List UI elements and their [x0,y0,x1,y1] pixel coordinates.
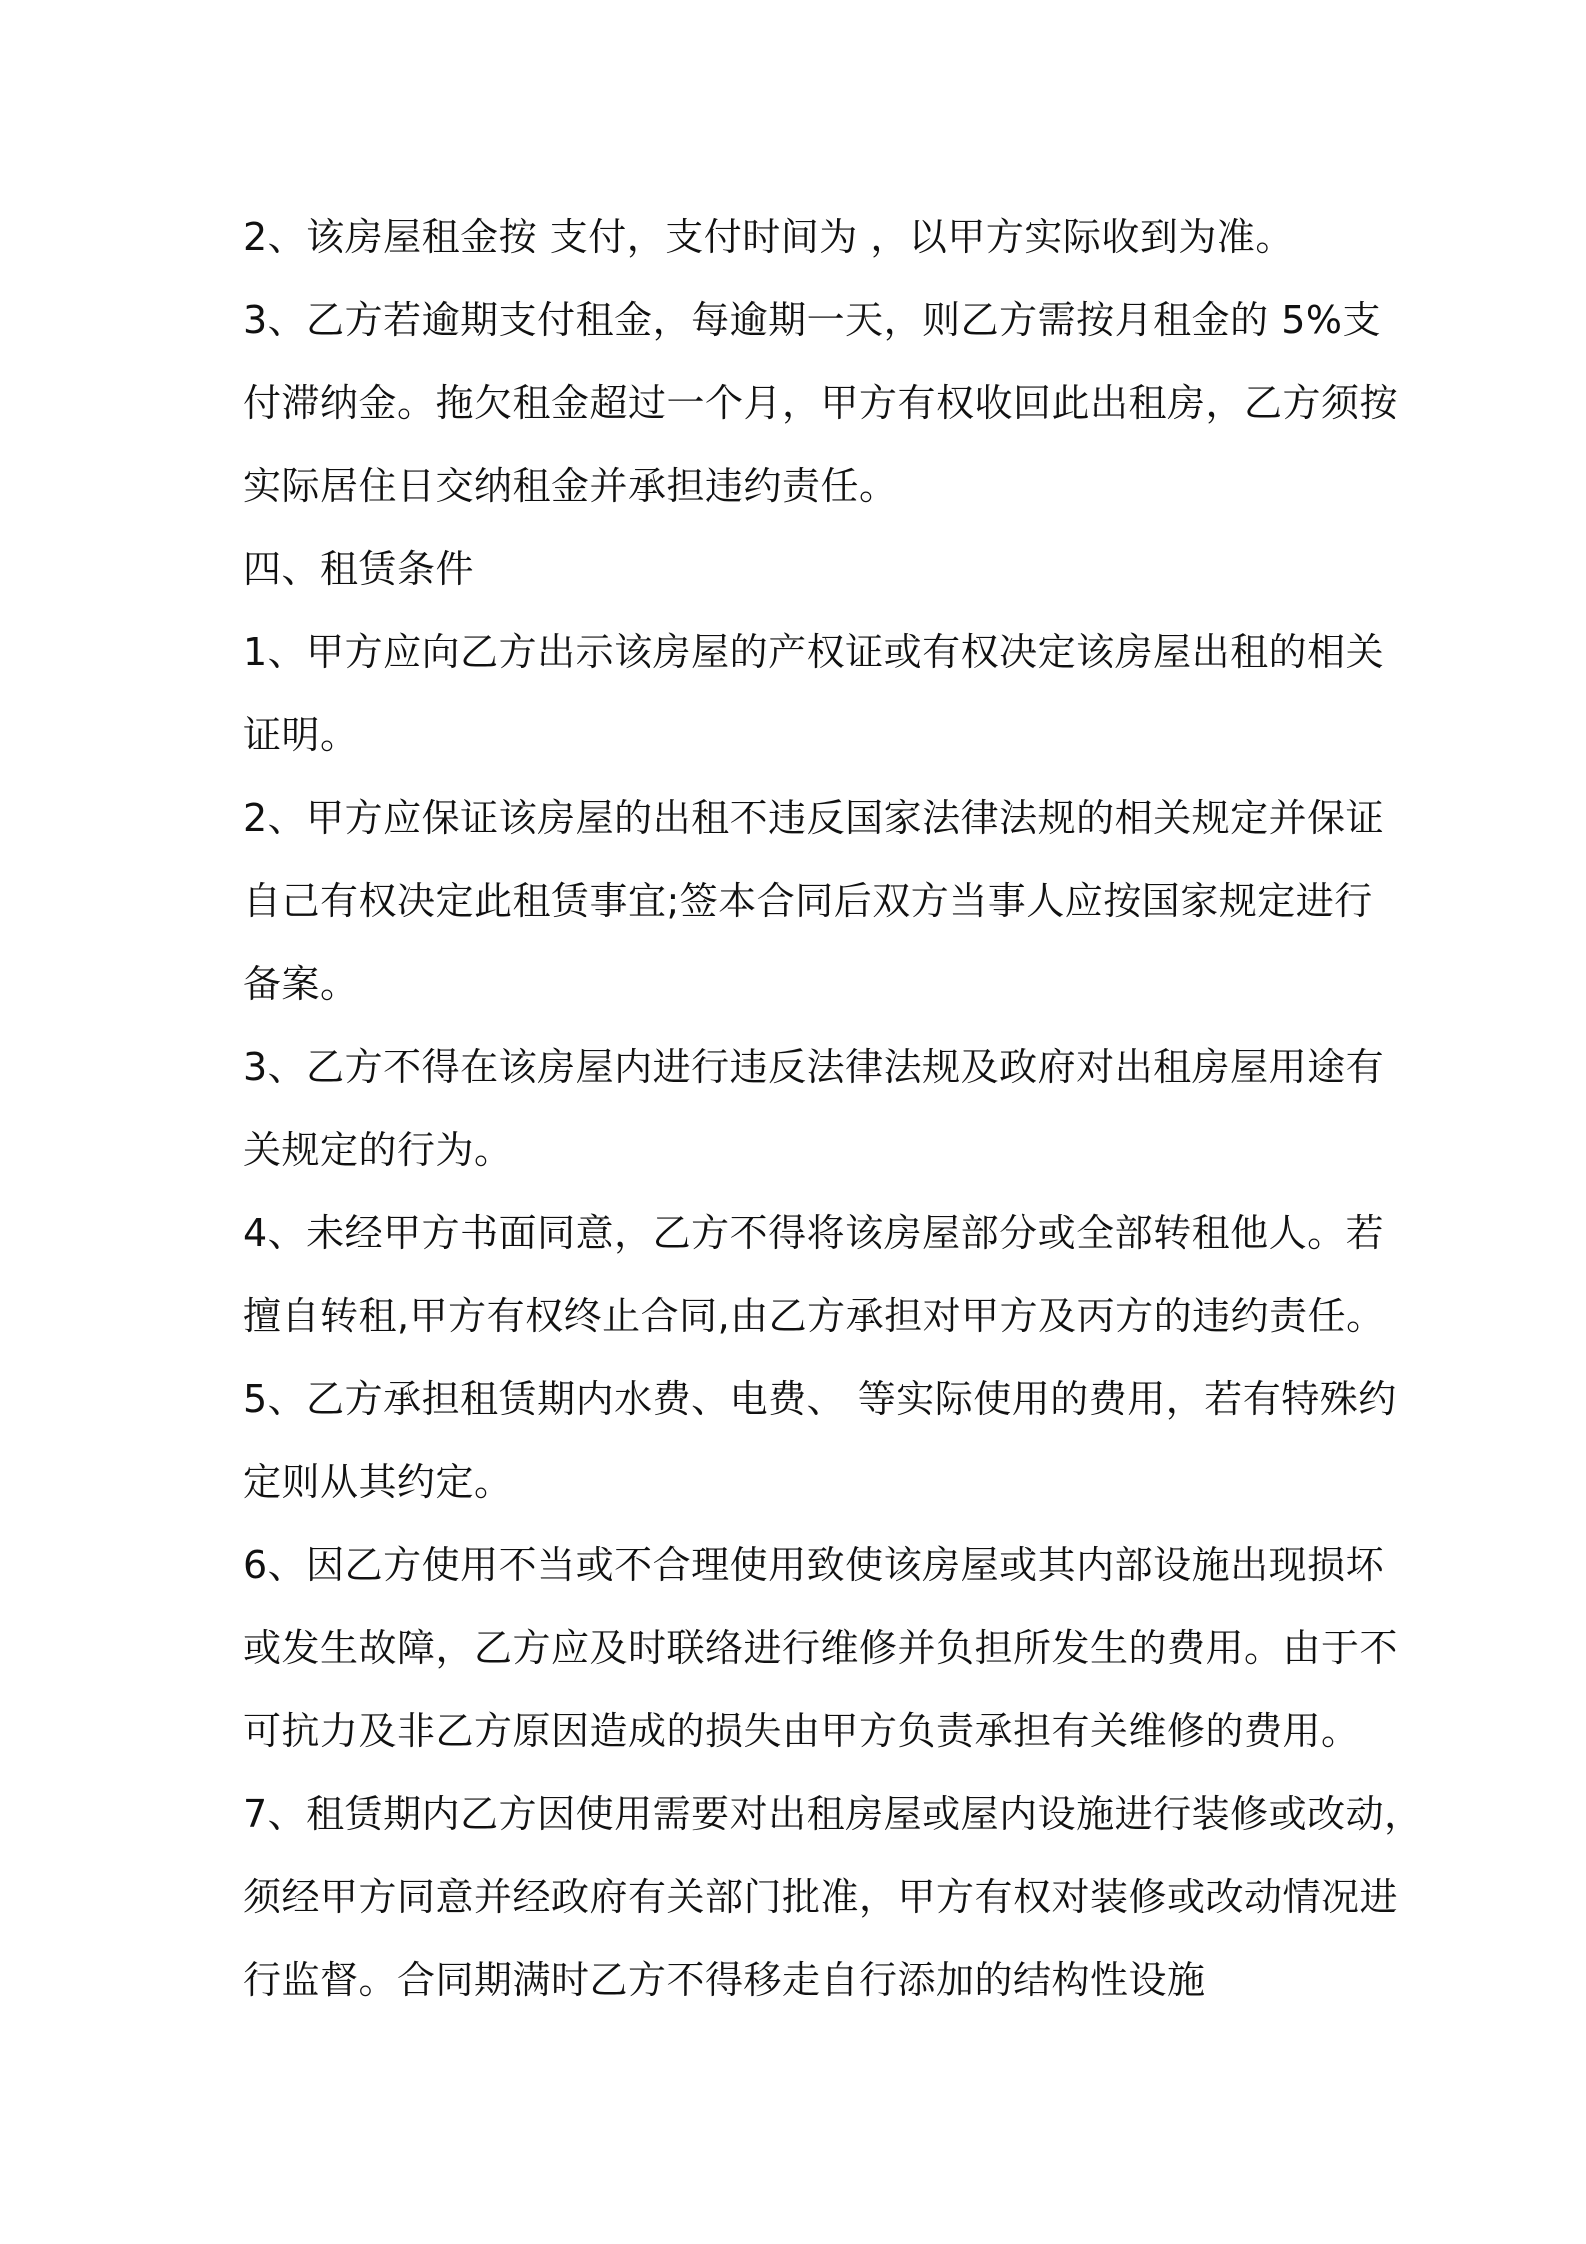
paragraph-line: 4、未经甲方书面同意，乙方不得将该房屋部分或全部转租他人。若 [243,1211,1385,1255]
paragraph-line: 四、租赁条件 [243,547,475,591]
contract-paragraph [243,1358,1397,1524]
paragraph-line: 自己有权决定此租赁事宜;签本合同后双方当事人应按国家规定进行 [243,879,1373,923]
document-body [243,196,1423,2022]
contract-paragraph [243,1026,1385,1192]
contract-paragraph [243,1773,1423,2022]
paragraph-line: 3、乙方不得在该房屋内进行违反法律法规及政府对出租房屋用途有 [243,1045,1385,1089]
paragraph-line: 5、乙方承担租赁期内水费、电费、 等实际使用的费用，若有特殊约 [243,1377,1397,1421]
paragraph-line: 擅自转租,甲方有权终止合同,由乙方承担对甲方及丙方的违约责任。 [243,1294,1385,1338]
paragraph-line: 或发生故障，乙方应及时联络进行维修并负担所发生的费用。由于不 [243,1626,1399,1670]
paragraph-line: 7、租赁期内乙方因使用需要对出租房屋或屋内设施进行装修或改动， [243,1792,1423,1836]
paragraph-line: 关规定的行为。 [243,1128,513,1172]
paragraph-line: 2、甲方应保证该房屋的出租不违反国家法律法规的相关规定并保证 [243,796,1385,840]
paragraph-line: 3、乙方若逾期支付租金，每逾期一天，则乙方需按月租金的 5%支 [243,298,1382,342]
paragraph-line: 备案。 [243,962,359,1006]
paragraph-line: 须经甲方同意并经政府有关部门批准，甲方有权对装修或改动情况进 [243,1875,1399,1919]
paragraph-line: 6、因乙方使用不当或不合理使用致使该房屋或其内部设施出现损坏 [243,1543,1385,1587]
paragraph-line: 可抗力及非乙方原因造成的损失由甲方负责承担有关维修的费用。 [243,1709,1360,1753]
paragraph-line: 证明。 [243,713,359,757]
contract-paragraph [243,1524,1399,1773]
paragraph-line: 行监督。合同期满时乙方不得移走自行添加的结构性设施 [243,1958,1206,2002]
paragraph-line: 2、该房屋租金按 支付，支付时间为 ，以甲方实际收到为准。 [243,215,1294,259]
paragraph-line: 实际居住日交纳租金并承担违约责任。 [243,464,898,508]
contract-paragraph [243,279,1399,528]
contract-paragraph [243,611,1385,777]
contract-paragraph [243,1192,1385,1358]
paragraph-line: 付滞纳金。拖欠租金超过一个月，甲方有权收回此出租房，乙方须按 [243,381,1399,425]
paragraph-line: 定则从其约定。 [243,1460,513,1504]
paragraph-line: 1、甲方应向乙方出示该房屋的产权证或有权决定该房屋出租的相关 [243,630,1385,674]
contract-paragraph [243,196,1373,279]
contract-paragraph [243,777,1385,1026]
contract-paragraph [243,528,1373,611]
